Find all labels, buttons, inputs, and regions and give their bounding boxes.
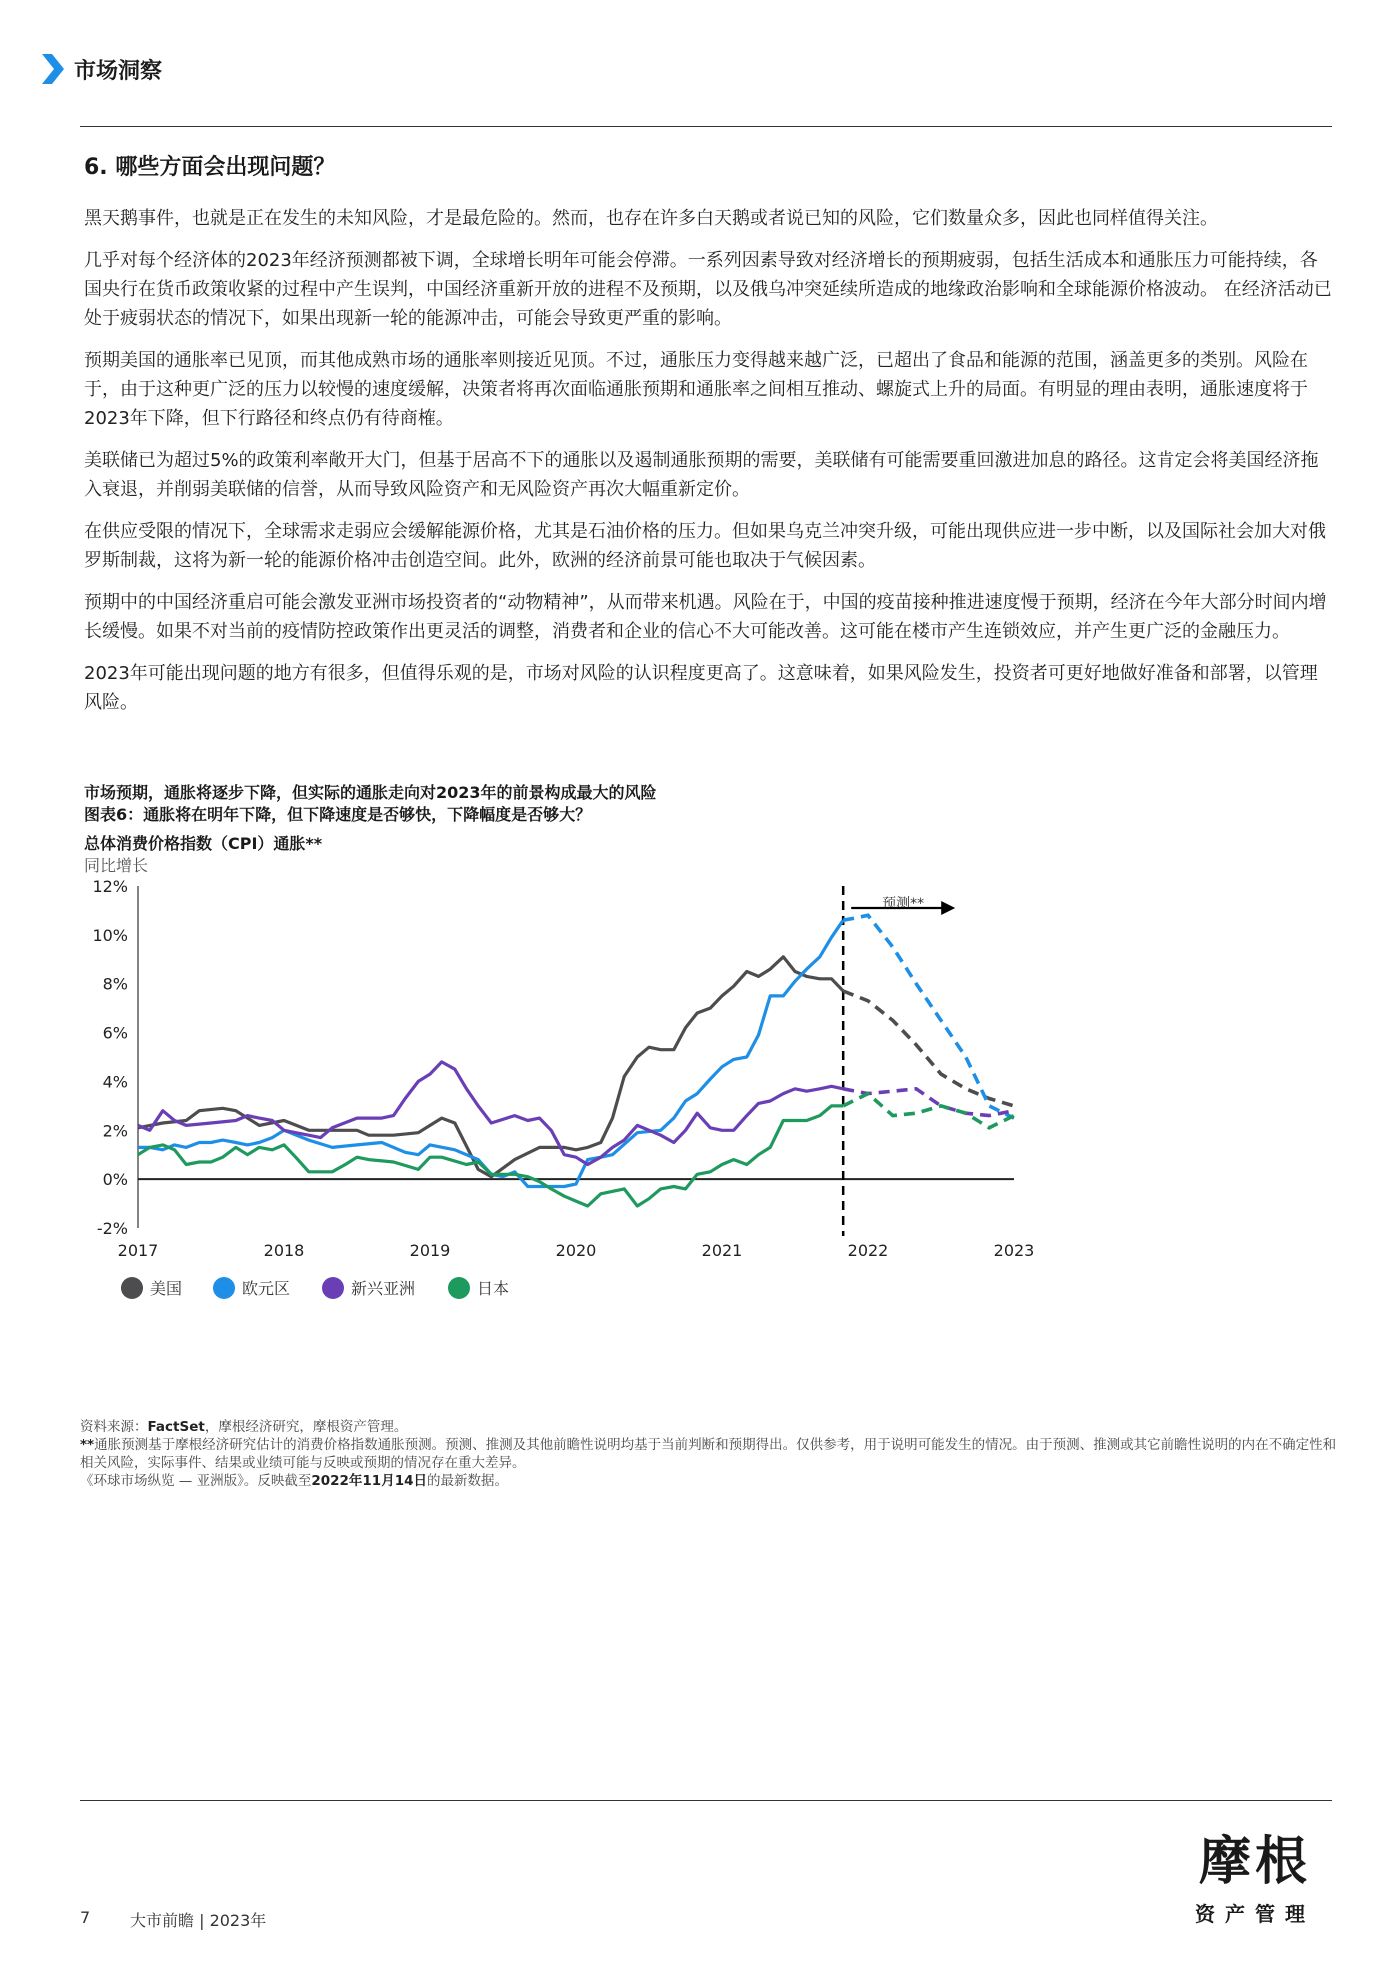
y-tick-label: 2% (102, 1121, 128, 1141)
page-header (40, 48, 162, 90)
page-number: 7 (80, 1908, 91, 1927)
y-tick-label: 6% (102, 1023, 128, 1043)
chevron-right-icon (40, 52, 66, 86)
header-divider (80, 126, 1332, 127)
legend-swatch (448, 1277, 470, 1299)
x-tick-label: 2018 (263, 1241, 305, 1260)
section-title: 6. 哪些方面会出现问题？ (84, 155, 336, 180)
y-tick-label: 4% (102, 1072, 128, 1092)
chart-block (84, 782, 1334, 1420)
legend-label: 新兴亚洲 (351, 1279, 416, 1298)
x-tick-label: 2023 (993, 1241, 1035, 1260)
data-date-note: 《环球市场纵览 — 亚洲版》。反映截至2022年11月14日的最新数据。 (80, 1473, 508, 1489)
chart-title: 总体消费价格指数（CPI）通胀** (84, 834, 323, 853)
x-tick-label: 2022 (847, 1241, 889, 1260)
y-tick-label: 8% (102, 974, 128, 994)
series-line-forecast (843, 991, 1014, 1106)
publication-name: 大市前瞻 | 2023年 (130, 1911, 267, 1930)
forecast-note: **通胀预测基于摩根经济研究估计的消费价格指数通胀预测。预测、推测及其他前瞻性说明均基于当前判断和预期得出。仅供参考，用于说明可能发生的情况。由于预测、推测或其它前瞻性说明的内在不确定性和相关风险，实际事件、结果或业绩可能与反映或预期的情况存在重大差异。 (80, 1437, 1337, 1471)
chart-notes (80, 1418, 1340, 1490)
legend-swatch (213, 1277, 235, 1299)
x-tick-label: 2017 (117, 1241, 159, 1260)
chart-unit: 同比增长 (84, 856, 149, 875)
y-tick-label: 0% (102, 1170, 128, 1190)
x-tick-label: 2020 (555, 1241, 597, 1260)
section-label: 市场洞察 (74, 58, 163, 84)
legend-swatch (322, 1277, 344, 1299)
x-tick-label: 2019 (409, 1241, 451, 1260)
paragraph: 几乎对每个经济体的2023年经济预测都被下调，全球增长明年可能会停滞。一系列因素导致对经济增长的预期疲弱，包括生活成本和通胀压力可能持续，各国央行在货币政策收紧的过程中产生误判，中国经济重新开放的进程不及预期，以及俄乌冲突延续所造成的地缘政治影响和全球能源价格波动。 在经济活动已处于疲弱状态的情况下，如果出现新一轮的能源冲击，可能会导致更严重的影响。 (84, 250, 1332, 329)
x-tick-label: 2021 (701, 1241, 743, 1260)
article-body (84, 150, 1334, 730)
legend-label: 日本 (477, 1279, 510, 1298)
paragraph: 预期美国的通胀率已见顶，而其他成熟市场的通胀率则接近见顶。不过，通胀压力变得越来越广泛，已超出了食品和能源的范围，涵盖更多的类别。风险在于，由于这种更广泛的压力以较慢的速度缓解，决策者将再次面临通胀预期和通胀率之间相互推动、螺旋式上升的局面。有明显的理由表明，通胀速度将于2023年下降，但下行路径和终点仍有待商榷。 (84, 350, 1308, 429)
y-tick-label: -2% (96, 1219, 128, 1238)
logo-sub: 资产管理 (1195, 1902, 1315, 1926)
cpi-chart (84, 876, 1334, 1416)
forecast-label: 预测** (882, 896, 925, 913)
series-line-actual (138, 920, 843, 1186)
paragraph: 预期中的中国经济重启可能会激发亚洲市场投资者的“动物精神”，从而带来机遇。风险在于，中国的疫苗接种推进速度慢于预期，经济在今年大部分时间内增长缓慢。如果不对当前的疫情防控政策作出更灵活的调整，消费者和企业的信心不大可能改善。这可能在楼市产生连锁效应，并产生更广泛的金融压力。 (84, 592, 1327, 642)
brand-logo (1180, 1830, 1330, 1927)
y-tick-label: 10% (92, 925, 128, 945)
forecast-arrow-head (941, 901, 955, 915)
logo-main: 摩根 (1198, 1831, 1311, 1892)
series-line-actual (138, 1062, 843, 1165)
legend-label: 美国 (150, 1279, 183, 1298)
paragraph: 美联储已为超过5%的政策利率敞开大门，但基于居高不下的通胀以及遏制通胀预期的需要，美联储有可能需要重回激进加息的路径。这肯定会将美国经济拖入衰退，并削弱美联储的信誉，从而导致风险资产和无风险资产再次大幅重新定价。 (84, 450, 1319, 500)
legend-swatch (121, 1277, 143, 1299)
legend-label: 欧元区 (242, 1279, 291, 1298)
paragraph: 2023年可能出现问题的地方有很多，但值得乐观的是，市场对风险的认识程度更高了。这意味着，如果风险发生，投资者可更好地做好准备和部署，以管理风险。 (84, 663, 1318, 713)
paragraph: 黑天鹅事件，也就是正在发生的未知风险，才是最危险的。然而，也存在许多白天鹅或者说已知的风险，它们数量众多，因此也同样值得关注。 (84, 208, 1218, 229)
y-tick-label: 12% (92, 877, 128, 896)
source-note: 资料来源：FactSet，摩根经济研究，摩根资产管理。 (80, 1419, 408, 1435)
footer-divider (80, 1800, 1332, 1801)
chart-caption: 图表6：通胀将在明年下降，但下降速度是否够快，下降幅度是否够大？ (84, 805, 592, 824)
chart-subtitle: 市场预期，通胀将逐步下降，但实际的通胀走向对2023年的前景构成最大的风险 (84, 783, 657, 802)
paragraph: 在供应受限的情况下，全球需求走弱应会缓解能源价格，尤其是石油价格的压力。但如果乌克兰冲突升级，可能出现供应进一步中断，以及国际社会加大对俄罗斯制裁，这将为新一轮的能源价格冲击创造空间。此外，欧洲的经济前景可能也取决于气候因素。 (84, 521, 1326, 571)
series-line-forecast (843, 915, 1014, 1118)
